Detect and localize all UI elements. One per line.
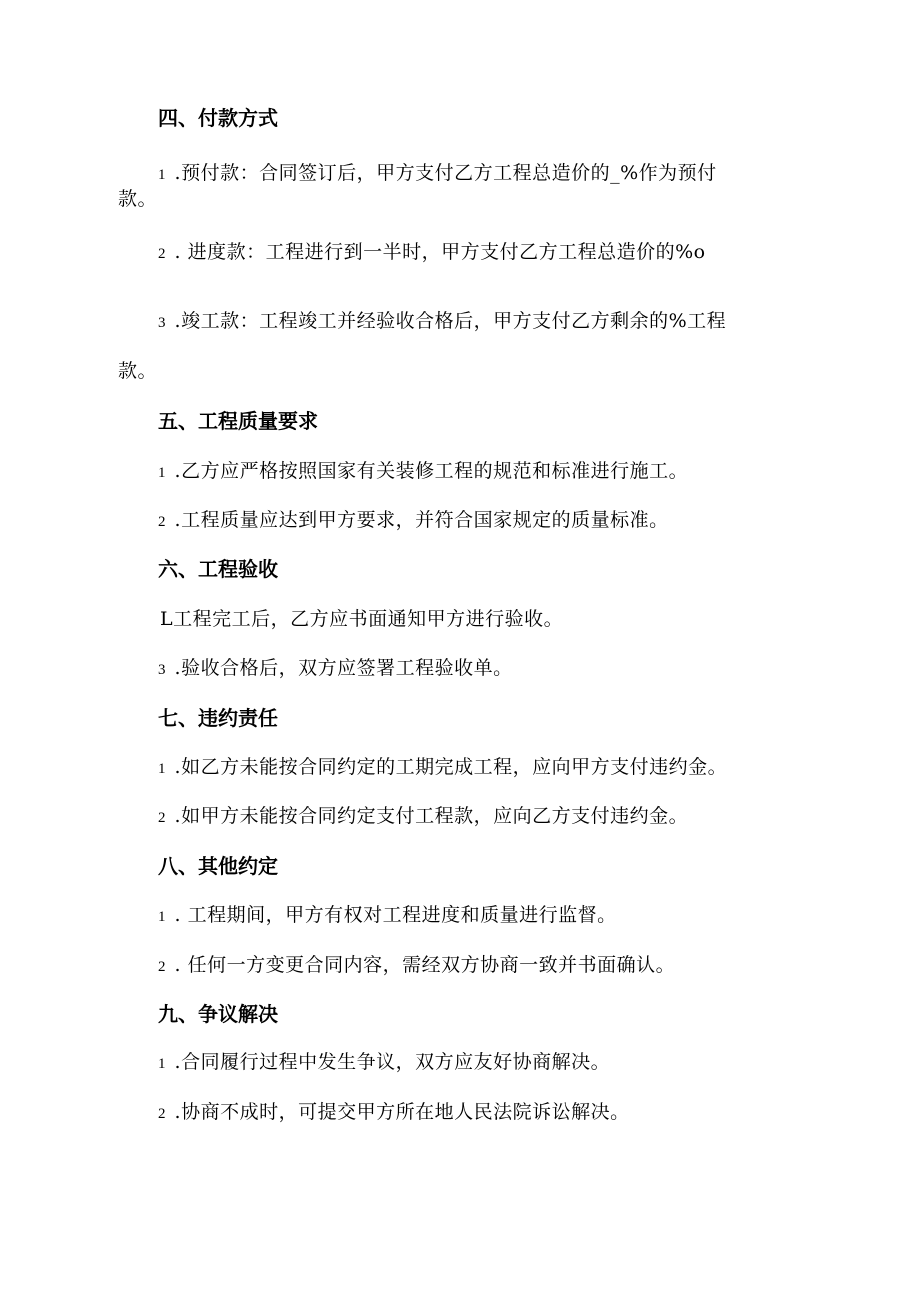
- clause-number: 2: [158, 246, 166, 262]
- clause-text: .验收合格后，双方应签署工程验收单。: [168, 657, 513, 679]
- clause-number: 3: [158, 315, 166, 331]
- clause-text: . 工程期间，甲方有权对工程进度和质量进行监督。: [168, 904, 617, 926]
- clause-text: .协商不成时，可提交甲方所在地人民法院诉讼解决。: [168, 1101, 630, 1123]
- clause-line: [158, 1047, 610, 1074]
- section-heading-other: 八、其他约定: [158, 854, 278, 878]
- clause-number: 2: [158, 514, 166, 530]
- clause-text: . 进度款：工程进行到一半时，甲方支付乙方工程总造价的%o: [168, 241, 706, 263]
- clause-line: [158, 1097, 630, 1124]
- clause-line: [158, 306, 726, 333]
- clause-line: [158, 604, 563, 631]
- clause-text: .预付款：合同签订后，甲方支付乙方工程总造价的_%作为预付: [168, 162, 717, 184]
- clause-text: .工程质量应达到甲方要求，并符合国家规定的质量标准。: [168, 509, 669, 531]
- clause-text: L工程完工后，乙方应书面通知甲方进行验收。: [160, 608, 564, 630]
- clause-number: 2: [158, 1106, 166, 1122]
- section-heading-dispute: 九、争议解决: [158, 1002, 278, 1026]
- section-heading-liability: 七、违约责任: [158, 706, 278, 730]
- section-heading-acceptance: 六、工程验收: [158, 557, 278, 581]
- clause-text: 款。: [118, 360, 158, 382]
- clause-line: [158, 505, 669, 532]
- clause-line: [158, 456, 688, 483]
- clause-line: [158, 950, 675, 977]
- clause-line: [158, 158, 717, 185]
- clause-text: .竣工款：工程竣工并经验收合格后，甲方支付乙方剩余的%工程: [168, 310, 727, 332]
- clause-number: 1: [158, 1056, 166, 1072]
- clause-number: 1: [158, 167, 166, 183]
- clause-number: 1: [158, 909, 166, 925]
- clause-text: . 任何一方变更合同内容，需经双方协商一致并书面确认。: [168, 954, 676, 976]
- clause-line: [158, 237, 706, 264]
- section-heading-payment: 四、付款方式: [158, 106, 278, 130]
- clause-line-continued: [116, 184, 157, 211]
- clause-text: .如甲方未能按合同约定支付工程款，应向乙方支付违约金。: [168, 805, 689, 827]
- clause-number: 2: [158, 810, 166, 826]
- clause-text: .合同履行过程中发生争议，双方应友好协商解决。: [168, 1051, 611, 1073]
- clause-text: .如乙方未能按合同约定的工期完成工程，应向甲方支付违约金。: [168, 756, 728, 778]
- clause-number: 1: [158, 465, 166, 481]
- clause-number: 1: [158, 761, 166, 777]
- clause-text: 款。: [118, 188, 158, 210]
- clause-line: [158, 801, 688, 828]
- clause-number: 2: [158, 959, 166, 975]
- clause-text: .乙方应严格按照国家有关装修工程的规范和标准进行施工。: [168, 460, 689, 482]
- clause-line: [158, 900, 617, 927]
- section-heading-quality: 五、工程质量要求: [158, 409, 318, 433]
- clause-line: [158, 653, 513, 680]
- clause-number: 3: [158, 662, 166, 678]
- clause-line: [158, 752, 727, 779]
- clause-line-continued: [116, 356, 157, 383]
